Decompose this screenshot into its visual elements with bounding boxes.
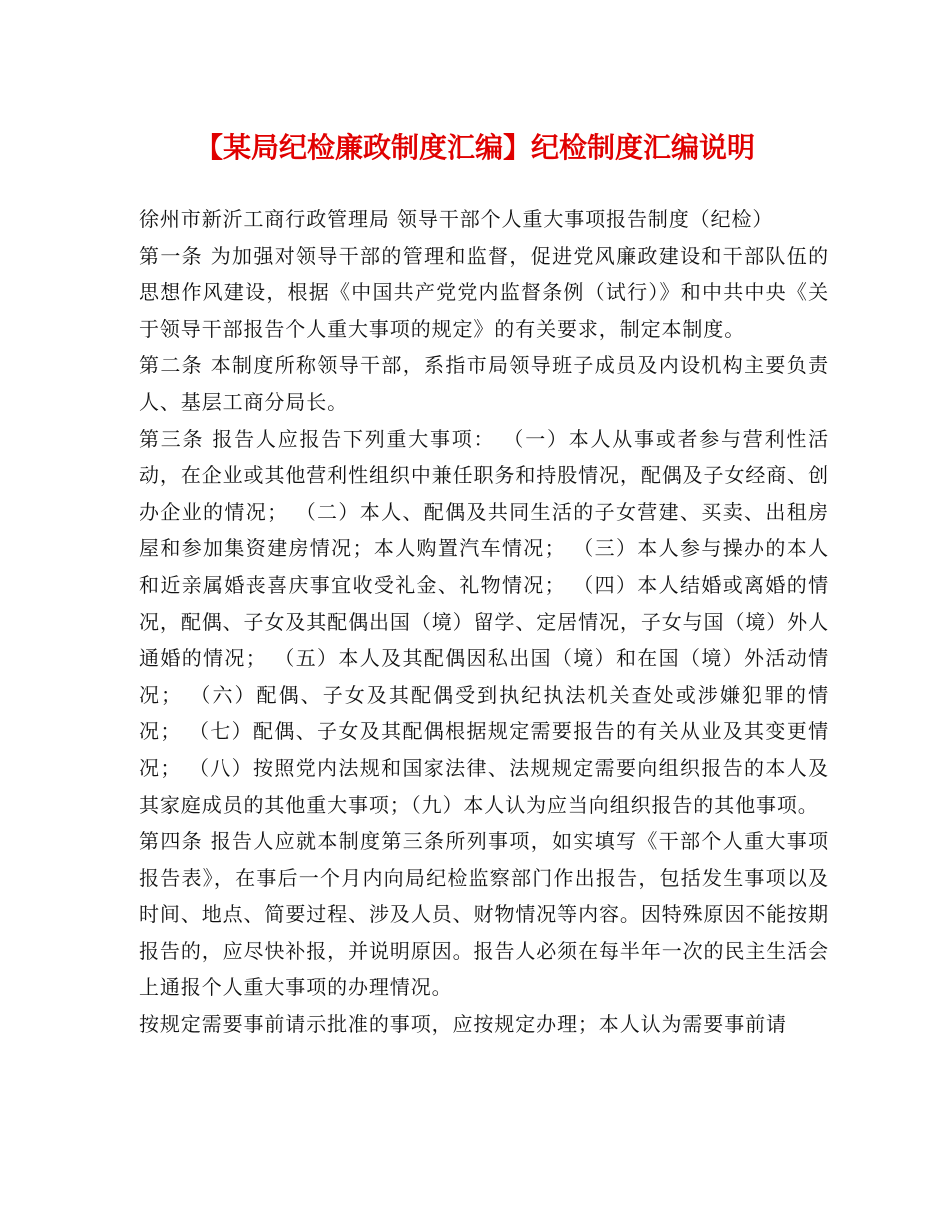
paragraph-article-3: 第三条 报告人应报告下列重大事项： （一）本人从事或者参与营利性活动，在企业或其他营利性组织中兼任职务和持股情况，配偶及子女经商、创办企业的情况； （二）本人、配偶及共同生活的子女营建、买卖、出租房屋和参加集资建房情况；本人购置汽车情况； （三）本人参与操办的本人和近亲属婚丧喜庆事宜收受礼金、礼物情况； （四）本人结婚或离婚的情况，配偶、子女及其配偶出国（境）留学、定居情况，子女与国（境）外人通婚的情况； （五）本人及其配偶因私出国（境）和在国（境）外活动情况； （六）配偶、子女及其配偶受到执纪执法机关查处或涉嫌犯罪的情况； （七）配偶、子女及其配偶根据规定需要报告的有关从业及其变更情况； （八）按照党内法规和国家法律、法规规定需要向组织报告的本人及其家庭成员的其他重大事项；（九）本人认为应当向组织报告的其他事项。	[139, 426, 829, 817]
paragraph-article-4: 第四条 报告人应就本制度第三条所列事项，如实填写《干部个人重大事项报告表》，在事后一个月内向局纪检监察部门作出报告，包括发生事项以及时间、地点、简要过程、涉及人员、财物情况等内容。因特殊原因不能按期报告的，应尽快补报，并说明原因。报告人必须在每半年一次的民主生活会上通报个人重大事项的办理情况。	[139, 829, 829, 1000]
document-title: 【某局纪检廉政制度汇编】纪检制度汇编说明	[194, 131, 755, 164]
paragraph-article-2: 第二条 本制度所称领导干部，系指市局领导班子成员及内设机构主要负责人、基层工商分局长。	[139, 353, 829, 414]
paragraph-continuation: 按规定需要事前请示批准的事项，应按规定办理；本人认为需要事前请	[139, 1012, 787, 1037]
document-body	[139, 201, 829, 1043]
paragraph-article-1: 第一条 为加强对领导干部的管理和监督，促进党风廉政建设和干部队伍的思想作风建设，根据《中国共产党党内监督条例（试行）》和中共中央《关于领导干部报告个人重大事项的规定》的有关要求，制定本制度。	[139, 243, 829, 341]
paragraph-heading-line: 徐州市新沂工商行政管理局 领导干部个人重大事项报告制度（纪检）	[139, 207, 774, 231]
